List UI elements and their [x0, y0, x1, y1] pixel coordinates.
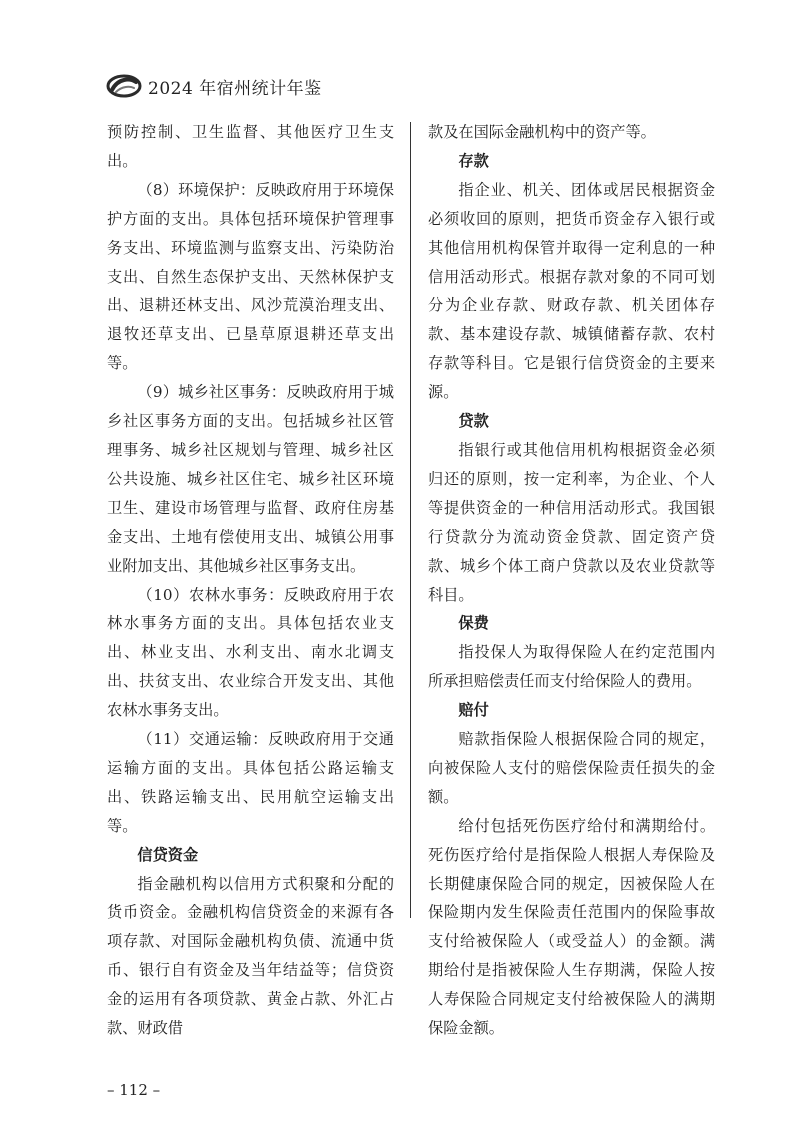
body-paragraph: 指金融机构以信用方式积聚和分配的货币资金。金融机构信贷资金的来源有各项存款、对国际金融机构负债、流通中货币、银行自有资金及当年结益等；信贷资金的运用有各项贷款、黄金占款、外汇占款、财政借 — [107, 874, 394, 1038]
page-header — [106, 70, 322, 102]
body-paragraph: （8）环境保护：反映政府用于环境保护方面的支出。具体包括环境保护管理事务支出、环境监测与监察支出、污染防治支出、自然生态保护支出、天然林保护支出、退耕还林支出、风沙荒漠治理支出、退牧还草支出、已垦草原退耕还草支出等。 — [107, 180, 394, 373]
section-heading: 贷款 — [458, 412, 489, 431]
body-paragraph: 指投保人为取得保险人在约定范围内所承担赔偿责任而支付给保险人的费用。 — [428, 643, 715, 691]
section-heading: 存款 — [458, 151, 489, 170]
section-heading: 保费 — [458, 614, 489, 633]
body-paragraph: （11）交通运输：反映政府用于交通运输方面的支出。具体包括公路运输支出、铁路运输支出、民用航空运输支出等。 — [107, 730, 394, 835]
body-paragraph: 预防控制、卫生监督、其他医疗卫生支出。 — [107, 123, 394, 170]
body-paragraph: 给付包括死伤医疗给付和满期给付。死伤医疗给付是指保险人根据人寿保险及长期健康保险合同的规定，因被保险人在保险期内发生保险责任范围内的保险事故支付给被保险人（或受益人）的金额。满期给付是指被保险人生存期满，保险人按人寿保险合同规定支付给被保险人的满期保险金额。 — [428, 816, 715, 1038]
body-paragraph: 指银行或其他信用机构根据资金必须归还的原则，按一定利率，为企业、个人等提供资金的一种信用活动形式。我国银行贷款分为流动资金贷款、固定资产贷款、城乡个体工商户贷款以及农业贷款等科目。 — [428, 440, 715, 604]
section-heading: 赔付 — [458, 701, 489, 720]
body-paragraph: 指企业、机关、团体或居民根据资金必须收回的原则，把货币资金存入银行或其他信用机构保管并取得一定利息的一种信用活动形式。根据存款对象的不同可划分为企业存款、财政存款、机关团体存款、基本建设存款、城镇储蓄存款、农村存款等科目。它是银行信贷资金的主要来源。 — [428, 180, 715, 402]
yearbook-title: 2024 年宿州统计年鉴 — [148, 78, 322, 99]
body-paragraph: （10）农林水事务：反映政府用于农林水事务方面的支出。具体包括农业支出、林业支出、水利支出、南水北调支出、扶贫支出、农业综合开发支出、其他农林水事务支出。 — [107, 585, 394, 720]
body-paragraph: （9）城乡社区事务：反映政府用于城乡社区事务方面的支出。包括城乡社区管理事务、城乡社区规划与管理、城乡社区公共设施、城乡社区住宅、城乡社区环境卫生、建设市场管理与监督、政府住房基金支出、土地有偿使用支出、城镇公用事业附加支出、其他城乡社区事务支出。 — [107, 383, 394, 575]
body-paragraph: 赔款指保险人根据保险合同的规定，向被保险人支付的赔偿保险责任损失的金额。 — [428, 730, 715, 806]
yearbook-logo-icon — [106, 74, 142, 98]
right-text-column — [428, 118, 715, 1043]
left-text-column — [107, 118, 394, 1043]
section-heading: 信贷资金 — [137, 845, 199, 864]
page-number: – 112 – — [107, 1081, 161, 1099]
body-paragraph: 款及在国际金融机构中的资产等。 — [428, 123, 656, 141]
column-divider — [410, 122, 411, 918]
